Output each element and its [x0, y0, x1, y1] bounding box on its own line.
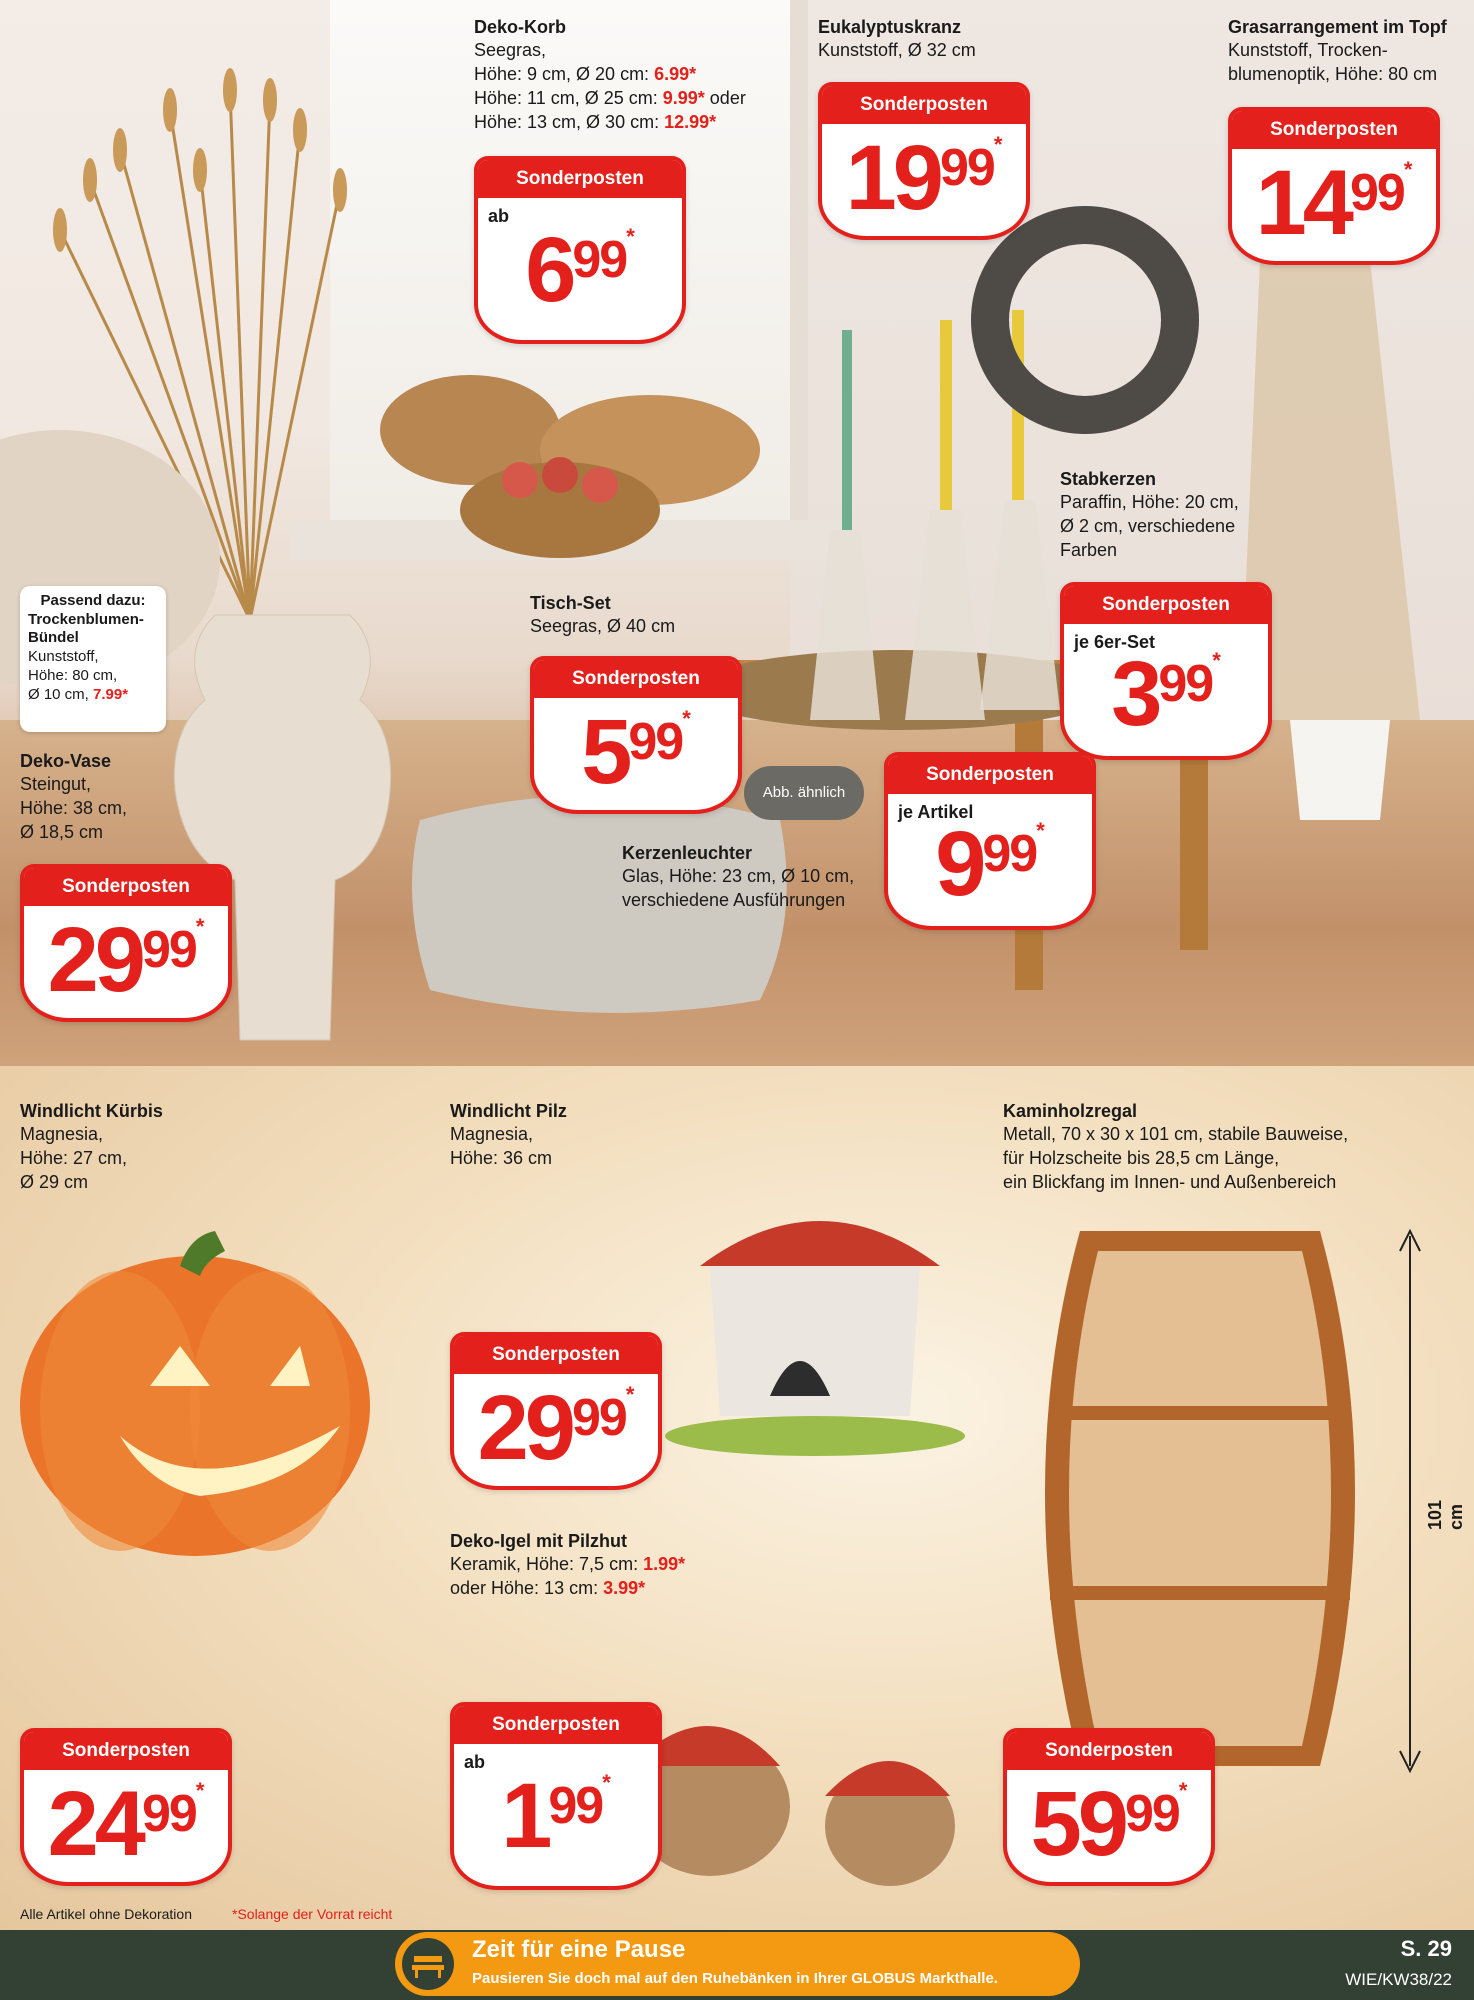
- price-badge-deko-igel: Sonderposten ab 199*: [450, 1702, 662, 1890]
- catalog-code: WIE/KW38/22: [1345, 1970, 1452, 1989]
- product-desc: Glas, Höhe: 23 cm, Ø 10 cm,: [622, 866, 855, 886]
- product-desc: verschiedene Ausführungen: [622, 890, 846, 910]
- product-title: Deko-Vase: [20, 751, 112, 771]
- product-desc: Magnesia,: [20, 1124, 104, 1144]
- kerzenleuchter-info: [622, 842, 854, 912]
- product-title: Kerzenleuchter: [622, 843, 753, 863]
- passend-desc: Ø 10 cm, 7.99*: [28, 686, 129, 703]
- product-desc: Seegras,: [474, 40, 547, 60]
- deko-vase-info: [20, 750, 127, 844]
- product-desc: blumenoptik, Höhe: 80 cm: [1228, 64, 1438, 84]
- product-title: Windlicht Pilz: [450, 1101, 567, 1121]
- price-badge-windlicht-kuerbis: Sonderposten 2499*: [20, 1728, 232, 1886]
- passend-desc: Höhe: 80 cm,: [28, 667, 118, 684]
- note-vorrat: *Solange der Vorrat reicht: [232, 1906, 393, 1922]
- product-desc: Seegras, Ø 40 cm: [530, 616, 676, 636]
- abb-aehnlich-label: Abb. ähnlich: [744, 766, 864, 820]
- passend-title: Bündel: [28, 629, 79, 646]
- price-badge-stabkerzen: Sonderposten je 6er-Set 399*: [1060, 582, 1272, 760]
- product-desc: Farben: [1060, 540, 1118, 560]
- product-desc: Höhe: 36 cm: [450, 1148, 553, 1168]
- product-title: Eukalyptuskranz: [818, 17, 962, 37]
- eukalyptuskranz-info: [818, 16, 976, 62]
- product-desc: Ø 29 cm: [20, 1172, 89, 1192]
- product-title: Grasarrangement im Topf: [1228, 17, 1447, 37]
- size-line: Keramik, Höhe: 7,5 cm: 1.99*: [450, 1554, 686, 1574]
- note-ohne-dekoration: Alle Artikel ohne Dekoration: [20, 1906, 192, 1922]
- product-desc: ein Blickfang im Innen- und Außenbereich: [1003, 1172, 1337, 1192]
- kaminholzregal-info: [1003, 1100, 1348, 1194]
- product-title: Kaminholzregal: [1003, 1101, 1138, 1121]
- grasarrangement-info: [1228, 16, 1447, 86]
- product-desc: Ø 2 cm, verschiedene: [1060, 516, 1236, 536]
- dimension-label: 101 cm: [1425, 1499, 1466, 1530]
- product-desc: Höhe: 27 cm,: [20, 1148, 128, 1168]
- footer-subtitle: Pausieren Sie doch mal auf den Ruhebänken in Ihrer GLOBUS Markthalle.: [472, 1970, 998, 1987]
- price-badge-tisch-set: Sonderposten 599*: [530, 656, 742, 814]
- page-number: S. 29: [1400, 1936, 1452, 1961]
- product-title: Deko-Korb: [474, 17, 567, 37]
- passend-dazu-box: [20, 586, 166, 732]
- product-desc: Metall, 70 x 30 x 101 cm, stabile Bauweise,: [1003, 1124, 1349, 1144]
- stabkerzen-info: [1060, 468, 1239, 562]
- product-title: Deko-Igel mit Pilzhut: [450, 1531, 628, 1551]
- deko-korb-info: [474, 16, 746, 134]
- price-badge-grasarrangement: Sonderposten 1499*: [1228, 107, 1440, 265]
- product-title: Windlicht Kürbis: [20, 1101, 163, 1121]
- deko-igel-info: [450, 1530, 685, 1600]
- product-desc: Ø 18,5 cm: [20, 822, 104, 842]
- passend-heading: Passend dazu:: [40, 592, 146, 609]
- product-desc: Höhe: 38 cm,: [20, 798, 128, 818]
- product-desc: Steingut,: [20, 774, 92, 794]
- price-badge-kaminholzregal: Sonderposten 5999*: [1003, 1728, 1215, 1886]
- size-line: Höhe: 11 cm, Ø 25 cm: 9.99* oder: [474, 88, 746, 108]
- price-badge-deko-korb: Sonderposten ab 699*: [474, 156, 686, 344]
- product-desc: für Holzscheite bis 28,5 cm Länge,: [1003, 1148, 1280, 1168]
- price-badge-windlicht-pilz: Sonderposten 2999*: [450, 1332, 662, 1490]
- product-desc: Paraffin, Höhe: 20 cm,: [1060, 492, 1239, 512]
- product-desc: Magnesia,: [450, 1124, 534, 1144]
- passend-title: Trockenblumen-: [28, 611, 144, 628]
- product-title: Tisch-Set: [530, 593, 611, 613]
- size-line: Höhe: 9 cm, Ø 20 cm: 6.99*: [474, 64, 697, 84]
- product-desc: Kunststoff, Ø 32 cm: [818, 40, 976, 60]
- size-line: Höhe: 13 cm, Ø 30 cm: 12.99*: [474, 112, 717, 132]
- windlicht-kuerbis-info: [20, 1100, 163, 1194]
- price-badge-kerzenleuchter: Sonderposten je Artikel 999*: [884, 752, 1096, 930]
- windlicht-pilz-info: [450, 1100, 567, 1170]
- passend-desc: Kunststoff,: [28, 648, 99, 665]
- price-badge-eukalyptuskranz: Sonderposten 1999*: [818, 82, 1030, 240]
- size-line: oder Höhe: 13 cm: 3.99*: [450, 1578, 646, 1598]
- product-desc: Kunststoff, Trocken-: [1228, 40, 1388, 60]
- bench-icon: [402, 1938, 454, 1990]
- price-badge-deko-vase: Sonderposten 2999*: [20, 864, 232, 1022]
- tisch-set-info: [530, 592, 675, 638]
- product-title: Stabkerzen: [1060, 469, 1157, 489]
- footer-title: Zeit für eine Pause: [472, 1936, 686, 1963]
